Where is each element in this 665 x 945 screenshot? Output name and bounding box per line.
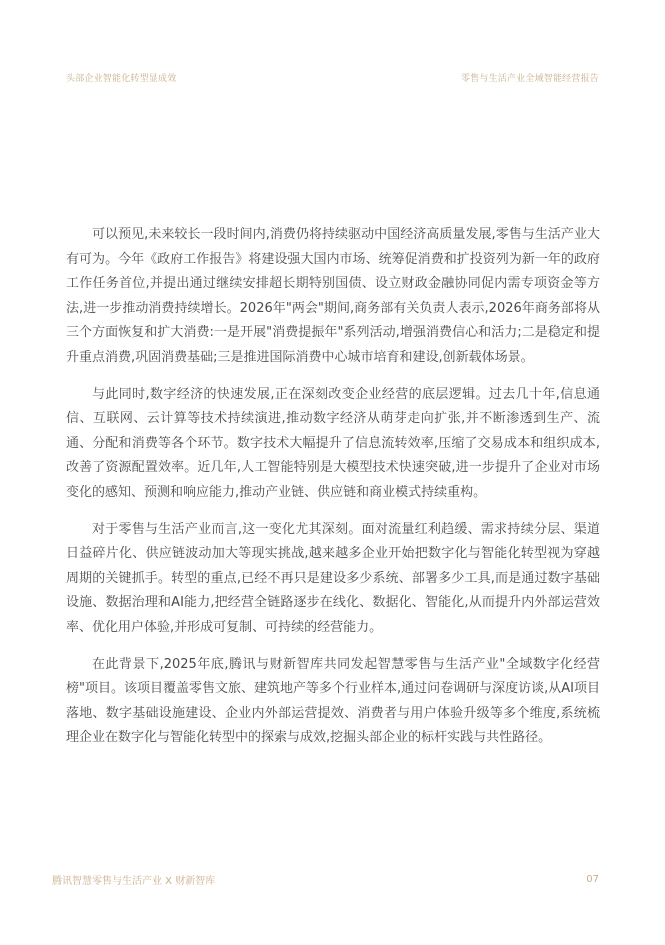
running-footer: [52, 871, 599, 887]
footer-publisher: 腾讯智慧零售与生活产业 X 财新智库: [52, 875, 216, 887]
body-text: [66, 223, 600, 763]
running-header: [66, 69, 599, 85]
paragraph: 对于零售与生活产业而言,这一变化尤其深刻。面对流量红利趋缓、需求持续分层、渠道日益碎片化、供应链波动加大等现实挑战,越来越多企业开始把数字化与智能化转型视为穿越周期的关键抓手。转型的重点,已经不再只是建设多少系统、部署多少工具,而是通过数字基础设施、数据治理和AI能力,把经营全链路逐步在线化、数据化、智能化,从而提升内外部运营效率、优化用户体验,并形成可复制、可持续的经营能力。: [66, 521, 600, 635]
header-report-title: 零售与生活产业全域智能经营报告: [460, 73, 599, 84]
paragraph: 与此同时,数字经济的快速发展,正在深刻改变企业经营的底层逻辑。过去几十年,信息通信、互联网、云计算等技术持续演进,推动数字经济从萌芽走向扩张,并不断渗透到生产、流通、分配和消费等各个环节。数字技术大幅提升了信息流转效率,压缩了交易成本和组织成本,改善了资源配置效率。近几年,人工智能特别是大模型技术快速突破,进一步提升了企业对市场变化的感知、预测和响应能力,推动产业链、供应链和商业模式持续重构。: [66, 386, 600, 500]
page-number: 07: [586, 873, 599, 885]
paragraph: 在此背景下,2025年底,腾讯与财新智库共同发起智慧零售与生活产业"全域数字化经营榜"项目。该项目覆盖零售文旅、建筑地产等多个行业样本,通过问卷调研与深度访谈,从AI项目落地、数字基础设施建设、企业内外部运营提效、消费者与用户体验升级等多个维度,系统梳理企业在数字化与智能化转型中的探索与成效,挖掘头部企业的标杆实践与共性路径。: [66, 656, 600, 745]
paragraph: 可以预见,未来较长一段时间内,消费仍将持续驱动中国经济高质量发展,零售与生活产业大有可为。今年《政府工作报告》将建设强大国内市场、统筹促消费和扩投资列为新一年的政府工作任务首位,并提出通过继续安排超长期特别国债、设立财政金融协同促内需专项资金等方法,进一步推动消费持续增长。2026年"两会"期间,商务部有关负责人表示,2026年商务部将从三个方面恢复和扩大消费:一是开展"消费提振年"系列活动,增强消费信心和活力;二是稳定和提升重点消费,巩固消费基础;三是推进国际消费中心城市培育和建设,创新载体场景。: [66, 227, 600, 365]
header-section-title: 头部企业智能化转型显成效: [66, 73, 177, 84]
